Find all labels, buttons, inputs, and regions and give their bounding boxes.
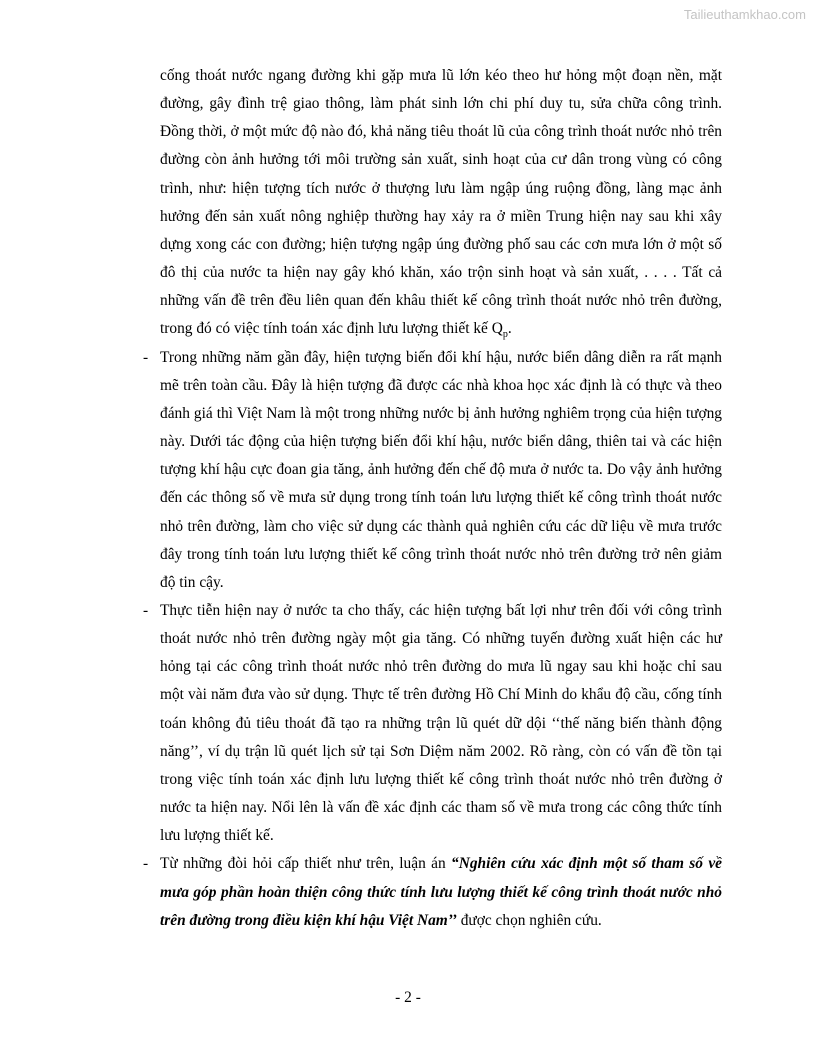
bullet-text: Thực tiễn hiện nay ở nước ta cho thấy, các hiện tượng bất lợi như trên đối với công trình thoát nước nhỏ trên đường ngày một gia tăng. Có những tuyến đường xuất hiện các hư hỏng tại các công trình thoát nước nhỏ trên đường do mưa lũ ngay sau khi hoặc chỉ sau một vài năm đưa vào sử dụng. Thực tế trên đường Hồ Chí Minh do khẩu độ cầu, cống tính toán không đủ tiêu thoát đã tạo ra những trận lũ quét dữ dội ‘‘thế năng biến thành động năng’’, ví dụ trận lũ quét lịch sử tại Sơn Diệm năm 2002. Rõ ràng, còn có vấn đề tồn tại trong việc tính toán xác định lưu lượng thiết kế công trình thoát nước nhỏ trên đường ở nước ta hiện nay. Nổi lên là vấn đề xác định các tham số về mưa trong các công thức tính lưu lượng thiết kế. xyxy=(160,601,722,845)
intro-paragraph-suffix: . xyxy=(507,320,512,338)
document-body xyxy=(143,62,722,935)
bullet-text-after: được chọn nghiên cứu. xyxy=(456,911,602,929)
bullet-thesis-topic xyxy=(143,850,722,934)
bullet-marker: - xyxy=(143,601,149,619)
bullet-text-before: Từ những đòi hỏi cấp thiết như trên, luận án xyxy=(160,855,452,873)
page-number: - 2 - xyxy=(395,989,421,1006)
flow-subscript: p xyxy=(502,329,508,341)
bullet-practical-issues xyxy=(143,597,722,850)
bullet-text: Trong những năm gần đây, hiện tượng biến đổi khí hậu, nước biển dâng diễn ra rất mạnh mẽ trên toàn cầu. Đây là hiện tượng đã được các nhà khoa học xác định là có thực và theo đánh giá thì Việt Nam là một trong những nước bị ảnh hưởng nghiêm trọng của hiện tượng này. Dưới tác động của hiện tượng biến đổi khí hậu, nước biển dâng, thiên tai và các hiện tượng khí hậu cực đoan gia tăng, ảnh hưởng đến chế độ mưa ở nước ta. Do vậy ảnh hưởng đến các thông số về mưa sử dụng trong tính toán lưu lượng thiết kế công trình thoát nước nhỏ trên đường, làm cho việc sử dụng các thành quả nghiên cứu các dữ liệu về mưa trước đây trong tính toán lưu lượng thiết kế công trình thoát nước nhỏ trên đường trở nên giảm độ tin cậy. xyxy=(160,348,722,591)
intro-paragraph-text: cống thoát nước ngang đường khi gặp mưa lũ lớn kéo theo hư hỏng một đoạn nền, mặt đường, gây đình trệ giao thông, làm phát sinh lớn chi phí duy tu, sửa chữa công trình. Đồng thời, ở một mức độ nào đó, khả năng tiêu thoát lũ của công trình thoát nước nhỏ trên đường còn ảnh hưởng tới môi trường sản xuất, sinh hoạt của cư dân trong vùng có công trình, như: hiện tượng tích nước ở thượng lưu làm ngập úng ruộng đồng, làng mạc ảnh hưởng đến sản xuất nông nghiệp thường hay xảy ra ở miền Trung hiện nay sau khi xây dựng xong các con đường; hiện tượng ngập úng đường phố sau các cơn mưa lớn ở một số đô thị của nước ta hiện nay gây khó khăn, xáo trộn sinh hoạt và sản xuất, . . . . Tất cả những vấn đề trên đều liên quan đến khâu thiết kế công trình thoát nước nhỏ trên đường, trong đó có việc tính toán xác định lưu lượng thiết kế Q xyxy=(160,67,722,338)
thesis-title: “Nghiên cứu xác định một số tham số về mưa góp phần hoàn thiện công thức tính lưu lượng thiết kế công trình thoát nước nhỏ trên đường trong điều kiện khí hậu Việt Nam’’ xyxy=(160,855,722,929)
watermark: Tailieuthamkhao.com xyxy=(683,7,806,22)
bullet-climate-change xyxy=(143,344,722,597)
bullet-marker: - xyxy=(143,348,149,366)
intro-paragraph xyxy=(160,62,722,344)
bullet-marker: - xyxy=(143,855,149,873)
